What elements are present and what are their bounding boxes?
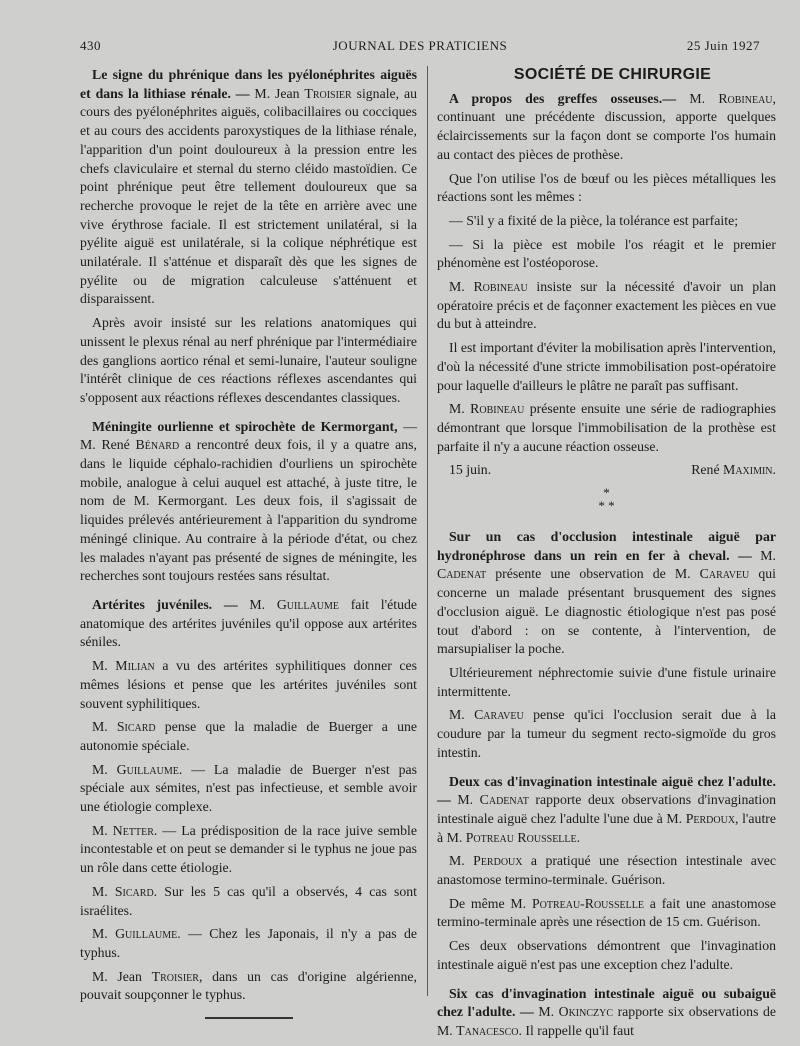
author-name: Cadenat [437, 566, 487, 582]
signature-name: René Maximin. [691, 462, 776, 478]
left-column [80, 66, 417, 1019]
journal-title: JOURNAL DES PRATICIENS [332, 38, 508, 53]
author-name: Perdoux [473, 853, 523, 869]
paragraph: Ultérieurement néphrectomie suivie d'une fistule urinaire intermittente. [437, 664, 776, 699]
paragraph: Que l'on utilise l'os de bœuf ou les pièces métalliques les réactions sont les mêmes : [437, 170, 776, 205]
author-name: Okinczyc [558, 1004, 614, 1020]
author-name: Netter [112, 822, 154, 838]
article-arterites: Artérites juvéniles. — M. Guillaume fait l'étude anatomique des artérites juvéniles qu'il oppose aux artérites séniles. [80, 596, 418, 650]
article-title: Six cas d'invagination intestinale aiguë ou subaiguë chez l'adulte. — [437, 985, 776, 1020]
paragraph: De même M. Potreau-Rousselle a fait une anastomose termino-terminale après une résection de 15 cm. Guérison. [437, 895, 776, 930]
paragraph: M. Jean Troisier, dans un cas d'origine algérienne, pouvait soupçonner le typhus. [80, 968, 417, 1003]
page-number: 430 [80, 38, 101, 53]
paragraph: M. Netter. — La prédisposition de la race juive semble incontestable et on peut se demander si le typhus ne joue pas un rôle dans cette étiologie. [80, 822, 418, 876]
paragraph: M. Guillaume. — Chez les Japonais, il n'y a pas de typhus. [80, 926, 417, 960]
right-column [437, 66, 776, 1046]
author-name: Tanacesco [456, 1022, 519, 1038]
asterism: * * * [598, 485, 615, 514]
author-name: Robineau [473, 279, 528, 295]
issue-date: 25 Juin 1927 [686, 38, 760, 53]
article-title: Méningite ourlienne et spirochète de Kermorgant, [92, 418, 398, 434]
paragraph: M. Perdoux a pratiqué une résection intestinale avec anastomose termino-terminale. Guérison. [437, 853, 776, 888]
article-greffes: A propos des greffes osseuses.— M. Robineau, continuant une précédente discussion, apporte quelques éclaircissements sur la façon dont se comporte l'os humain au contact des pièces de prothèse. [437, 90, 776, 162]
paragraph: M. Sicard. Sur les 5 cas qu'il a observés, 4 cas sont israélites. [80, 883, 417, 918]
author-name: Troisier [151, 968, 199, 984]
paragraph: M. Robineau insiste sur la nécessité d'avoir un plan opératoire précis et de façonner exactement les pièces en vue du but à atteindre. [437, 279, 777, 332]
paragraph: M. Robineau présente ensuite une série de radiographies démontrant que lorsque l'immobilisation de la prothèse est parfaite il n'y a aucune réaction osseuse. [437, 401, 776, 454]
paragraph: Après avoir insisté sur les relations anatomiques qui unissent le plexus rénal au nerf phrénique par l'intermédiaire des ganglions aortico rénal et semi-lunaire, l'auteur souligne l'intérêt clinique de ces réactions réflexes ascendantes qui s'opposent aux réactions réflexes descendantes classiques. [80, 315, 417, 405]
author-name: Guillaume [115, 926, 178, 942]
author-name: Guillaume [116, 761, 179, 777]
column-divider [427, 66, 428, 996]
author-name: Bénard [135, 437, 180, 453]
author-name: Robineau [470, 401, 525, 417]
author-name: Caraveu [474, 707, 524, 723]
article-occlusion: Sur un cas d'occlusion intestinale aiguë par hydronéphrose dans un rein en fer à cheval. — M. Cadenat présente une observation de M. Caraveu qui concerne un malade présentant brusquement des signes d'occlusion aiguë. Le diagnostic étiologique n'est pas posé tout d'abord : on se contente, à l'intervention, de marsupialiser la poche. [437, 529, 776, 657]
paragraph: M. Milian a vu des artérites syphilitiques donner ces mêmes lésions et pense que les artérites juvéniles sont souvent syphilitiques. [80, 658, 417, 711]
article-title: Artérites juvéniles. — [92, 596, 238, 612]
author-name: Potreau-Rousselle [531, 895, 644, 911]
author-name: Perdoux [685, 810, 736, 826]
author-name: Milian [115, 658, 155, 674]
article-title: Sur un cas d'occlusion intestinale aiguë par hydronéphrose dans un rein en fer à cheval. — [437, 529, 776, 563]
author-name: Cadenat [479, 792, 529, 808]
paragraph: — Si la pièce est mobile l'os réagit et le premier phénomène est l'ostéoporose. [437, 236, 776, 271]
author-name: Troisier [304, 85, 352, 101]
paragraph: Ces deux observations démontrent que l'invagination intestinale aiguë n'est pas une exception chez l'adulte. [437, 938, 776, 972]
paragraph: — S'il y a fixité de la pièce, la tolérance est parfaite; [449, 212, 739, 228]
signature-date: 15 juin. [449, 462, 492, 478]
paragraph: M. Guillaume. — La maladie de Buerger n'est pas spéciale aux sémites, n'est pas infectieuse, et semble avoir une étiologie complexe. [80, 761, 418, 815]
author-name: Sicard [116, 719, 156, 735]
article-title: A propos des greffes osseuses.— [449, 90, 677, 106]
author-name: Caraveu [699, 566, 750, 582]
article-phrenique: Le signe du phrénique dans les pyélonéphrites aiguës et dans la lithiase rénale. — M. Jean Troisier signale, au cours des pyélonéphrites aiguës, colibacillaires ou cocciques et au cours des accidents paroxystiques de la lithiase rénale, l'apparition d'un point douloureux à la pression entre les chefs claviculaire et sternal du sterno cléido mastoïdien. Ce point phrénique peut être tellement douloureux que sa recherche provoque le rejet de la tête en arrière avec une vive érythrose faciale. Il est strictement unilatéral, si la pyélite aiguë est unilatérale, si la colique néphrétique est unilatérale. Il s'atténue et disparaît dès que les signes de pyélite ou de migration calculeuse s'atténuent et disparaissent. [80, 67, 417, 307]
signature-line [437, 461, 776, 480]
article-meningite: Méningite ourlienne et spirochète de Kermorgant, — M. René Bénard a rencontré deux fois, il y a quatre ans, dans le liquide céphalo-rachidien d'ourliens un spirochète mobile, analogue à celui auquel est attaché, à juste titre, le nom de M. Kermorgant. Les deux fois, il s'agissait de liquides prélevés antérieurement à l'apparition du syndrome méningé clinique. Au contraire à la période d'état, ou chez les malades n'ayant pas présenté de signes de méningite, les recherches sont toujours restées sans résultat. [80, 418, 417, 584]
article-invagination-deux: Deux cas d'invagination intestinale aiguë chez l'adulte. — M. Cadenat rapporte deux observations d'invagination intestinale aiguë chez l'adulte l'une due à M. Perdoux, l'autre à M. Potreau Rousselle. [437, 773, 776, 845]
author-name: Guillaume [276, 596, 339, 612]
paragraph: M. Sicard pense que la maladie de Buerger a une autonomie spéciale. [80, 719, 417, 753]
paragraph: Il est important d'éviter la mobilisation après l'intervention, d'où la nécessité d'une stricte immobilisation post-opératoire pour laquelle d'ailleurs le plâtre ne paraît pas suffisant. [437, 340, 776, 393]
author-name: Robineau [718, 90, 773, 106]
author-name: Sicard [114, 883, 154, 899]
page-header [80, 38, 760, 56]
article-title: Le signe du phrénique dans les pyélonéphrites aiguës et dans la lithiase rénale. — [80, 67, 417, 101]
article-title: Deux cas d'invagination intestinale aiguë chez l'adulte. — [437, 773, 776, 808]
paragraph: M. Caraveu pense qu'ici l'occlusion serait due à la coudure par la tumeur du segment recto-sigmoïde du gros intestin. [437, 707, 776, 760]
end-rule [205, 1017, 293, 1019]
author-name: Potreau Rousselle [465, 829, 577, 845]
section-title: SOCIÉTÉ DE CHIRURGIE [513, 66, 712, 83]
article-invagination-six: Six cas d'invagination intestinale aiguë ou subaiguë chez l'adulte. — M. Okinczyc rapporte six observations de M. Tanacesco. Il rappelle qu'il faut [437, 985, 777, 1038]
